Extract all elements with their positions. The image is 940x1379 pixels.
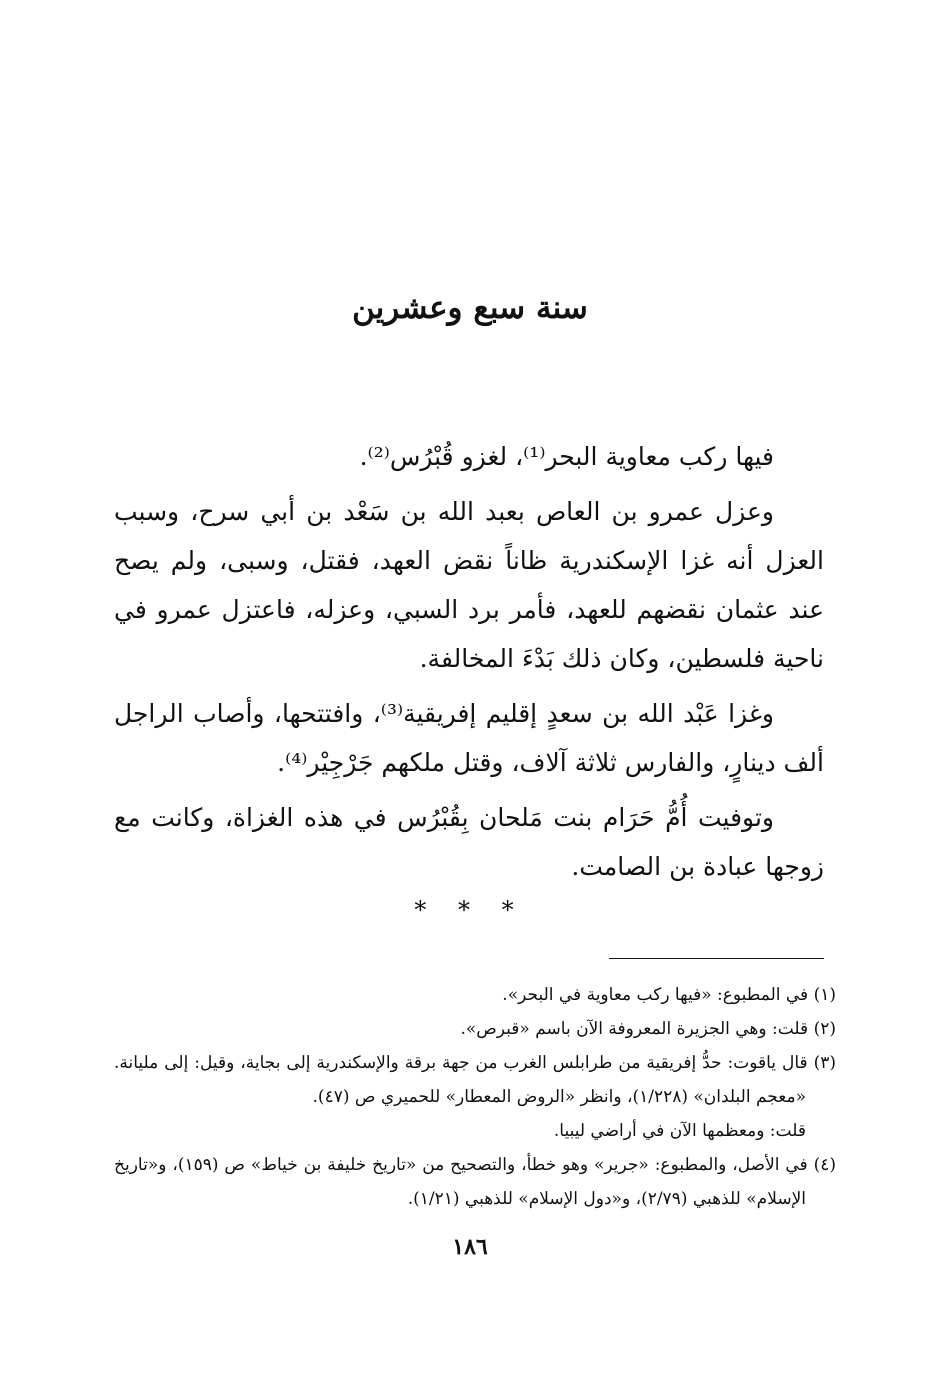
paragraph: وغزا عَبْد الله بن سعدٍ إقليم إفريقية⁽³⁾، وافتتحها، وأصاب الراجل ألف دينارٍ، والفارس ثلاثة آلاف، وقتل ملكهم جَرْجِيْر⁽⁴⁾.: [114, 699, 824, 777]
main-text: [114, 432, 824, 897]
footnote: (٣) قال ياقوت: حدُّ إفريقية من طرابلس الغرب من جهة برقة والإسكندرية إلى بجاية، وقيل: إلى مليانة. «معجم البلدان» (١/٢٢٨)، وانظر «الروض المعطار» للحميري ص (٤٧).: [114, 1053, 836, 1107]
footnote: (٢) قلت: وهي الجزيرة المعروفة الآن باسم «قبرص».: [460, 1019, 836, 1039]
paragraph: وتوفيت أُمُّ حَرَام بنت مَلحان بِقُبْرُس في هذه الغزاة، وكانت مع زوجها عبادة بن الصامت.: [114, 803, 824, 881]
page-number: ١٨٦: [452, 1234, 488, 1260]
section-separator: * * *: [414, 896, 526, 924]
footnote-continuation: قلت: ومعظمها الآن في أراضي ليبيا.: [553, 1121, 806, 1141]
footnote: (٤) في الأصل، والمطبوع: «جرير» وهو خطأ، والتصحيح من «تاريخ خليفة بن خياط» ص (١٥٩)، و«تاريخ الإسلام» للذهبي (٢/٧٩)، و«دول الإسلام» للذهبي (١/٢١).: [114, 1155, 836, 1209]
paragraph: وعزل عمرو بن العاص بعبد الله بن سَعْد بن أبي سرح، وسبب العزل أنه غزا الإسكندرية ظاناً نقض العهد، فقتل، وسبى، ولم يصح عند عثمان نقضهم للعهد، فأمر برد السبي، وعزله، فاعتزل عمرو في ناحية فلسطين، وكان ذلك بَدْءَ المخالفة.: [114, 497, 824, 673]
footnote-divider: [609, 958, 824, 959]
footnotes: [114, 978, 836, 1216]
chapter-title: سنة سبع وعشرين: [352, 290, 588, 326]
paragraph: فيها ركب معاوية البحر⁽¹⁾، لغزو قُبْرُس⁽²⁾.: [359, 442, 774, 471]
footnote: (١) في المطبوع: «فيها ركب معاوية في البحر».: [502, 985, 836, 1005]
